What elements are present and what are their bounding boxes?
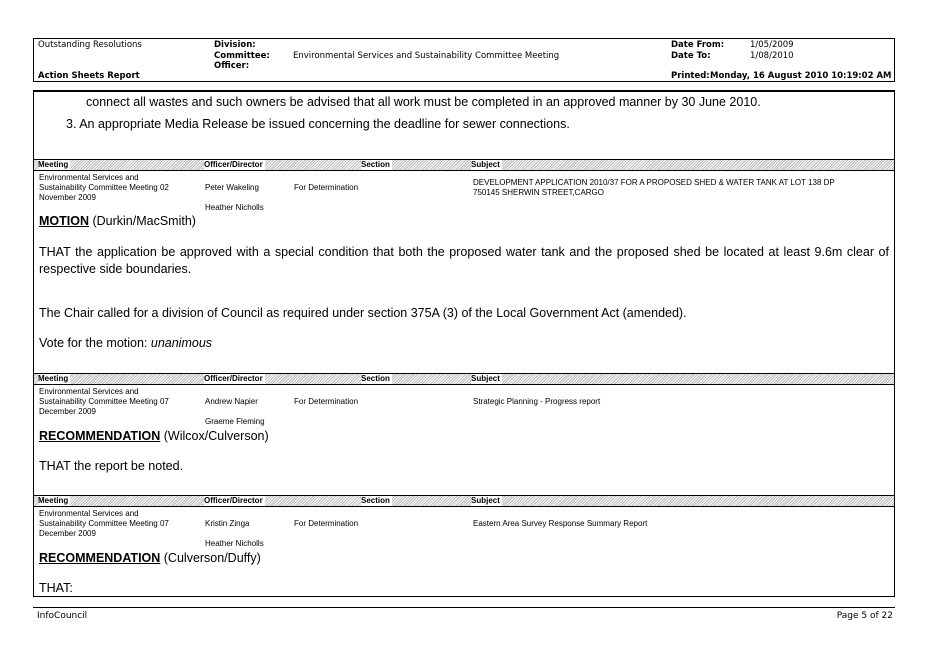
date-from-value: 1/05/2009 — [750, 40, 794, 50]
footer-rule — [33, 607, 895, 608]
carryover-line-2: 3. An appropriate Media Release be issued concerning the deadline for sewer connections. — [66, 117, 570, 131]
meeting-name: November 2009 — [39, 193, 96, 202]
printed-label: Printed: — [671, 71, 710, 81]
officer-name: Peter Wakeling — [205, 183, 259, 192]
resolution-text: THAT the application be approved with a special condition that both the proposed water tank and the proposed shed be located at least 9.6m clear of respective side boundaries. — [39, 245, 889, 276]
section-col-header: Section — [361, 374, 390, 383]
meeting-name: Environmental Services and — [39, 387, 139, 396]
motion-heading — [39, 428, 269, 444]
motion-movers: (Culverson/Duffy) — [160, 551, 261, 565]
vote-prefix: Vote for the motion: — [39, 336, 151, 350]
director-name: Graeme Fleming — [205, 417, 265, 426]
date-to-value: 1/08/2010 — [750, 51, 794, 61]
subject-value: 750145 SHERWIN STREET,CARGO — [473, 188, 605, 197]
officer-label: Officer: — [214, 61, 250, 71]
meeting-name: Sustainability Committee Meeting 02 — [39, 183, 169, 192]
section-col-header: Section — [361, 496, 390, 505]
motion-movers: (Durkin/MacSmith) — [89, 214, 196, 228]
report-header — [33, 38, 895, 82]
meeting-col-header: Meeting — [38, 496, 69, 505]
printed-value: Monday, 16 August 2010 10:19:02 AM — [710, 71, 892, 81]
motion-label: MOTION — [39, 214, 89, 228]
content-frame — [33, 90, 895, 597]
report-name: Outstanding Resolutions — [38, 40, 142, 50]
section-value: For Determination — [294, 397, 359, 406]
committee-label: Committee: — [214, 51, 270, 61]
section-col-header: Section — [361, 160, 390, 169]
officer-name: Kristin Zinga — [205, 519, 250, 528]
vote-value: unanimous — [150, 336, 213, 350]
meeting-name: Sustainability Committee Meeting 07 — [39, 397, 169, 406]
motion-heading — [39, 213, 196, 229]
division-label: Division: — [214, 40, 256, 50]
officer-col-header: Officer/Director — [204, 496, 263, 505]
subject-col-header: Subject — [471, 160, 500, 169]
date-from-label: Date From: — [671, 40, 725, 50]
table-header-row — [34, 373, 894, 385]
meeting-name: Environmental Services and — [39, 509, 139, 518]
subject-col-header: Subject — [471, 374, 500, 383]
carryover-line-1: connect all wastes and such owners be advised that all work must be completed in an approved manner by 30 June 2010. — [86, 95, 761, 109]
meeting-name: Environmental Services and — [39, 173, 139, 182]
meeting-col-header: Meeting — [38, 374, 69, 383]
resolution-text: THAT the report be noted. — [39, 459, 184, 473]
subject-value: Eastern Area Survey Response Summary Report — [473, 519, 648, 528]
director-name: Heather Nicholls — [205, 539, 264, 548]
report-type: Action Sheets Report — [38, 71, 140, 81]
meeting-name: December 2009 — [39, 529, 96, 538]
section-value: For Determination — [294, 183, 359, 192]
subject-col-header: Subject — [471, 496, 500, 505]
resolution-text: The Chair called for a division of Council as required under section 375A (3) of the Local Government Act (amended). — [39, 306, 687, 320]
section-value: For Determination — [294, 519, 359, 528]
subject-value: DEVELOPMENT APPLICATION 2010/37 FOR A PROPOSED SHED & WATER TANK AT LOT 138 DP — [473, 178, 835, 187]
motion-heading — [39, 550, 261, 566]
committee-value: Environmental Services and Sustainability Committee Meeting — [293, 51, 560, 61]
date-to-label: Date To: — [671, 51, 711, 61]
officer-col-header: Officer/Director — [204, 160, 263, 169]
meeting-col-header: Meeting — [38, 160, 69, 169]
table-header-row — [34, 159, 894, 171]
motion-label: RECOMMENDATION — [39, 551, 161, 565]
motion-label: RECOMMENDATION — [39, 429, 161, 443]
subject-value: Strategic Planning - Progress report — [473, 397, 601, 406]
resolution-text: THAT: — [39, 581, 73, 595]
motion-movers: (Wilcox/Culverson) — [160, 429, 269, 443]
officer-name: Andrew Napier — [205, 397, 258, 406]
officer-col-header: Officer/Director — [204, 374, 263, 383]
meeting-name: Sustainability Committee Meeting 07 — [39, 519, 169, 528]
director-name: Heather Nicholls — [205, 203, 264, 212]
footer-app-name: InfoCouncil — [37, 611, 88, 621]
meeting-name: December 2009 — [39, 407, 96, 416]
table-header-row — [34, 495, 894, 507]
vote-line — [39, 335, 212, 351]
page-number: Page 5 of 22 — [836, 611, 893, 621]
